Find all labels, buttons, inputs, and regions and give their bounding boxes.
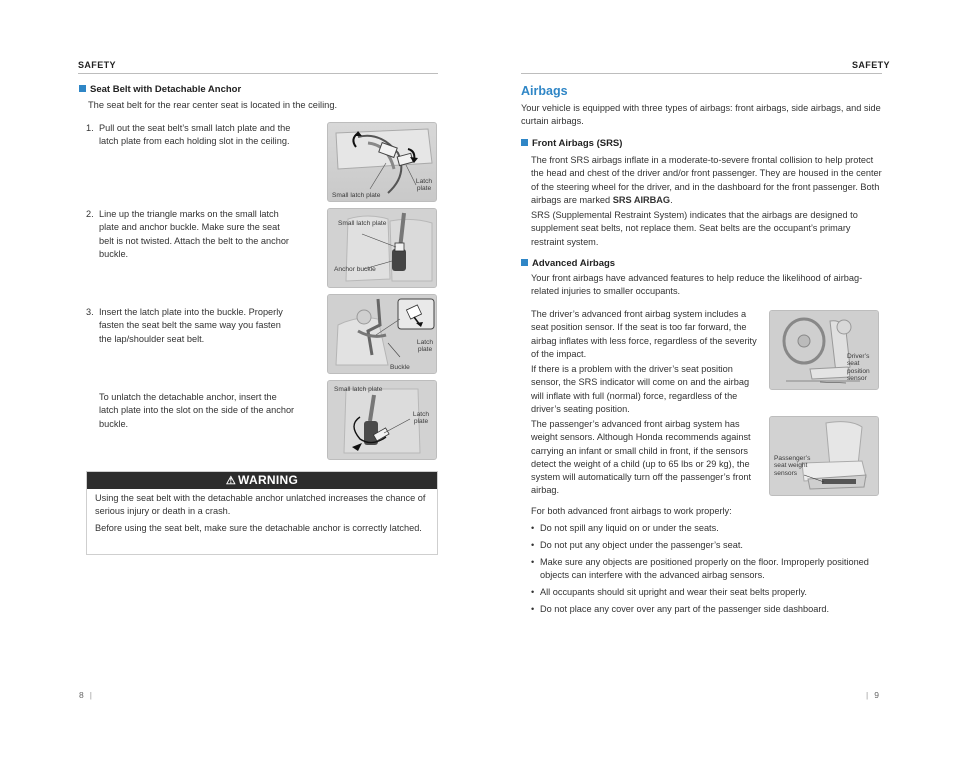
unlatch-note: To unlatch the detachable anchor, insert the latch plate into the slot on the side of the anchor buckle.	[99, 392, 295, 429]
figure-label-small-latch-plate: Small latch plate	[334, 386, 383, 393]
step-2: 2. Line up the triangle marks on the small latch plate and anchor buckle. Make sure the seat belt is not twisted. Attach the belt to the anchor buckle.	[86, 209, 289, 259]
figure-label-latch-plate: Latch plate	[415, 178, 433, 193]
driver-sensor-problem-paragraph: If there is a problem with the driver’s seat position sensor, the SRS indicator will come on and the airbag will inflate with full (normal) force, regardless of the driver’s seating position.	[531, 364, 750, 414]
right-section-label: SAFETY	[852, 60, 890, 70]
srs-airbag-marking: SRS AIRBAG	[612, 194, 671, 205]
heading-square-icon	[521, 259, 528, 266]
bullet-item: • Do not spill any liquid on or under the seats.	[531, 523, 719, 533]
figure-label-small-latch-plate: Small latch plate	[332, 192, 381, 199]
srs-explanation: SRS (Supplemental Restraint System) indicates that the airbags are designed to supplement seat belts, not replace them. Seat belts are the occupant’s primary restraint system.	[531, 210, 858, 247]
figure-unlatch-anchor	[327, 380, 437, 460]
front-airbags-heading: Front Airbags (SRS)	[521, 138, 622, 149]
driver-sensor-paragraph: The driver’s advanced front airbag system includes a seat position sensor. If the seat is too far forward, the airbag inflates with less force, regardless of the severity of the impact.	[531, 309, 757, 359]
detachable-anchor-heading: Seat Belt with Detachable Anchor	[79, 84, 241, 95]
airbags-title: Airbags	[521, 84, 568, 98]
warning-box	[86, 471, 438, 555]
figure-label-latch-plate: Latch plate	[412, 411, 430, 426]
detachable-anchor-intro: The seat belt for the rear center seat is located in the ceiling.	[88, 100, 338, 110]
left-page-number: 8 |	[79, 690, 92, 700]
figure-buckle-insert	[327, 294, 437, 374]
passenger-sensor-paragraph: The passenger’s advanced front airbag system has weight sensors. Although Honda recommends against carrying an infant or small child in front, if the sensors detect the weight of a child (up to 65 lbs or 29 kg), the system will automatically turn off the passenger’s front airbag.	[531, 419, 752, 496]
airbags-intro: Your vehicle is equipped with three types of airbags: front airbags, side airbags, and side curtain airbags.	[521, 103, 881, 127]
figure-driver-seat-sensor	[769, 310, 879, 390]
figure-label-driver-seat-position-sensor: Driver’s seat position sensor	[847, 353, 870, 383]
left-section-label: SAFETY	[78, 60, 116, 70]
bullet-item: • Make sure any objects are positioned properly on the floor. Improperly positioned objects can interfere with the advanced airbag sensors.	[531, 557, 869, 581]
proper-operation-intro: For both advanced front airbags to work properly:	[531, 506, 732, 516]
advanced-airbags-heading: Advanced Airbags	[521, 258, 615, 269]
front-airbags-paragraph: The front SRS airbags inflate in a moderate-to-severe frontal collision to help protect the head and chest of the driver and/or front passenger. They are housed in the center of the steering wheel for the driver, and in the dashboard for the front passenger. Both airbags are marked SRS AIRBAG.	[531, 155, 882, 205]
warning-paragraph: Before using the seat belt, make sure the detachable anchor is correctly latched.	[95, 523, 422, 533]
figure-ceiling-latch	[327, 122, 437, 202]
figure-label-small-latch-plate: Small latch plate	[338, 220, 387, 227]
step-3: 3. Insert the latch plate into the buckle. Properly fasten the seat belt the same way you fasten the lap/shoulder seat belt.	[86, 307, 283, 344]
figure-anchor-buckle	[327, 208, 437, 288]
left-header-rule	[78, 73, 438, 74]
warning-paragraph: Using the seat belt with the detachable anchor unlatched increases the chance of serious injury or death in a crash.	[95, 493, 426, 517]
right-page-number: | 9	[866, 690, 879, 700]
warning-triangle-icon: ⚠	[225, 475, 237, 487]
bullet-item: • Do not put any object under the passenger’s seat.	[531, 540, 743, 550]
buckle-insert-illustration	[328, 295, 437, 374]
step-1: 1. Pull out the seat belt’s small latch plate and the latch plate from each holding slot in the ceiling.	[86, 123, 291, 147]
figure-label-passenger-seat-weight-sensors: Passenger’s seat weight sensors	[774, 455, 811, 477]
advanced-airbags-intro: Your front airbags have advanced features to help reduce the likelihood of airbag-related injuries to smaller occupants.	[531, 273, 863, 297]
figure-label-latch-plate: Latch plate	[416, 339, 434, 354]
figure-label-anchor-buckle: Anchor buckle	[334, 266, 376, 273]
figure-label-buckle: Buckle	[390, 364, 410, 371]
warning-title-bar: ⚠ WARNING	[87, 472, 437, 489]
bullet-item: • All occupants should sit upright and wear their seat belts properly.	[531, 587, 807, 597]
heading-square-icon	[79, 85, 86, 92]
heading-square-icon	[521, 139, 528, 146]
figure-passenger-seat-sensor	[769, 416, 879, 496]
bullet-item: • Do not place any cover over any part of the passenger side dashboard.	[531, 604, 830, 614]
right-header-rule	[521, 73, 882, 74]
